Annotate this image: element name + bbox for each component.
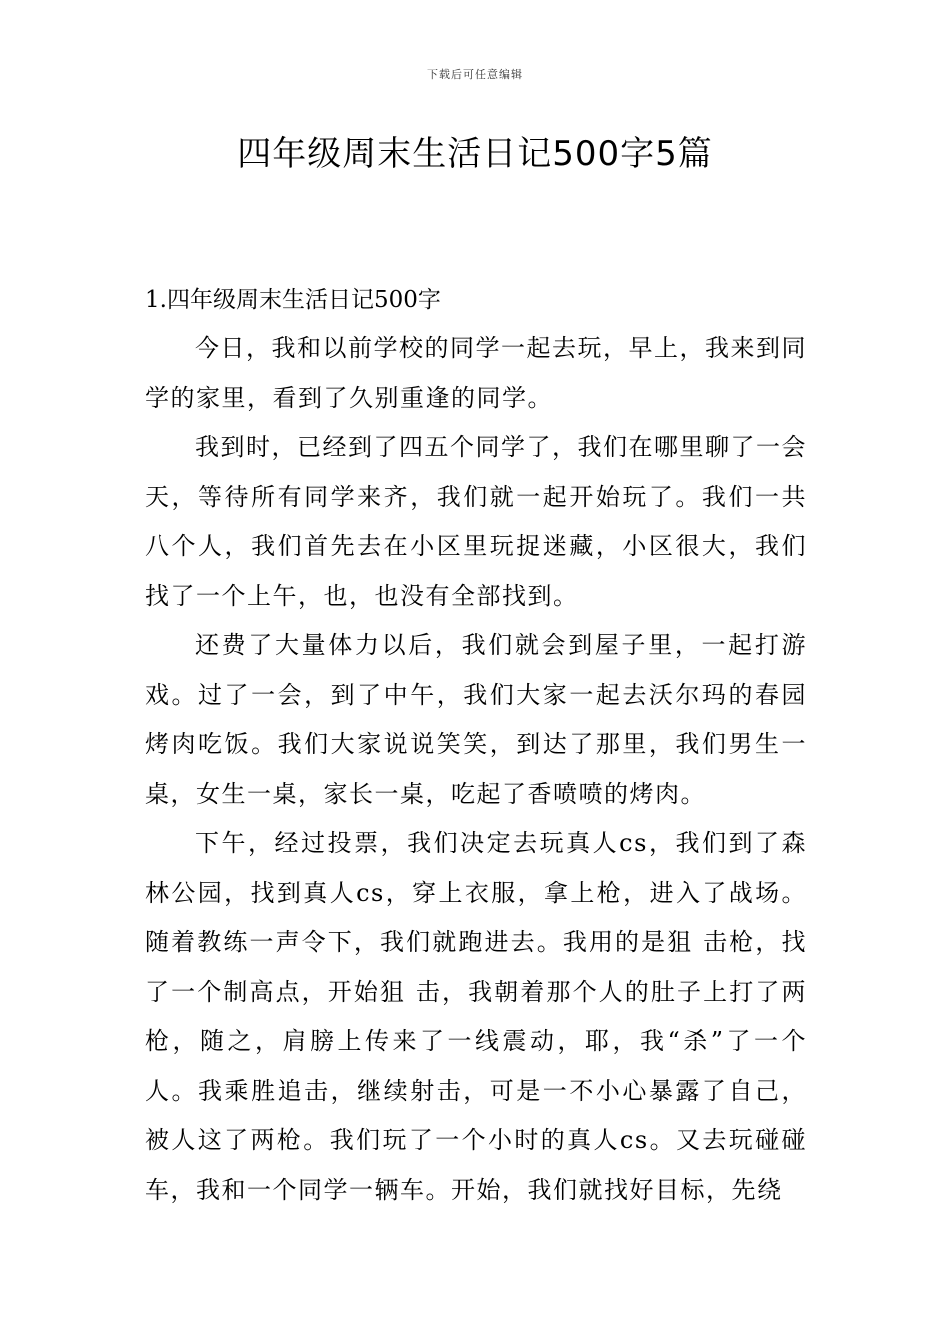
paragraph: 今日，我和以前学校的同学一起去玩，早上，我来到同学的家里，看到了久别重逢的同学。: [145, 334, 807, 412]
document-title: 四年级周末生活日记500字5篇: [237, 134, 713, 174]
paragraph: 下午，经过投票，我们决定去玩真人cs，我们到了森林公园，找到真人cs，穿上衣服，拿上枪，进入了战场。随着教练一声令下，我们就跑进去。我用的是狙 击枪，找了一个制高点，开始狙 击，我朝着那个人的肚子上打了两枪，随之，肩膀上传来了一线震动，耶，我“杀”了一个人。我乘胜追击，继续射击，可是一不小心暴露了自己，被人这了两枪。我们玩了一个小时的真人cs。又去玩碰碰车，我和一个同学一辆车。开始，我们就找好目标，先绕: [145, 829, 807, 1204]
section-heading: 1.四年级周末生活日记500字: [145, 287, 441, 313]
paragraph: 我到时，已经到了四五个同学了，我们在哪里聊了一会天，等待所有同学来齐，我们就一起开始玩了。我们一共八个人，我们首先去在小区里玩捉迷藏，小区很大，我们找了一个上午，也，也没有全部找到。: [145, 433, 807, 610]
header-note: 下载后可任意编辑: [427, 68, 523, 81]
document-body: [145, 276, 807, 1215]
paragraph: 还费了大量体力以后，我们就会到屋子里，一起打游戏。过了一会，到了中午，我们大家一起去沃尔玛的春园烤肉吃饭。我们大家说说笑笑，到达了那里，我们男生一桌，女生一桌，家长一桌，吃起了香喷喷的烤肉。: [145, 631, 807, 808]
